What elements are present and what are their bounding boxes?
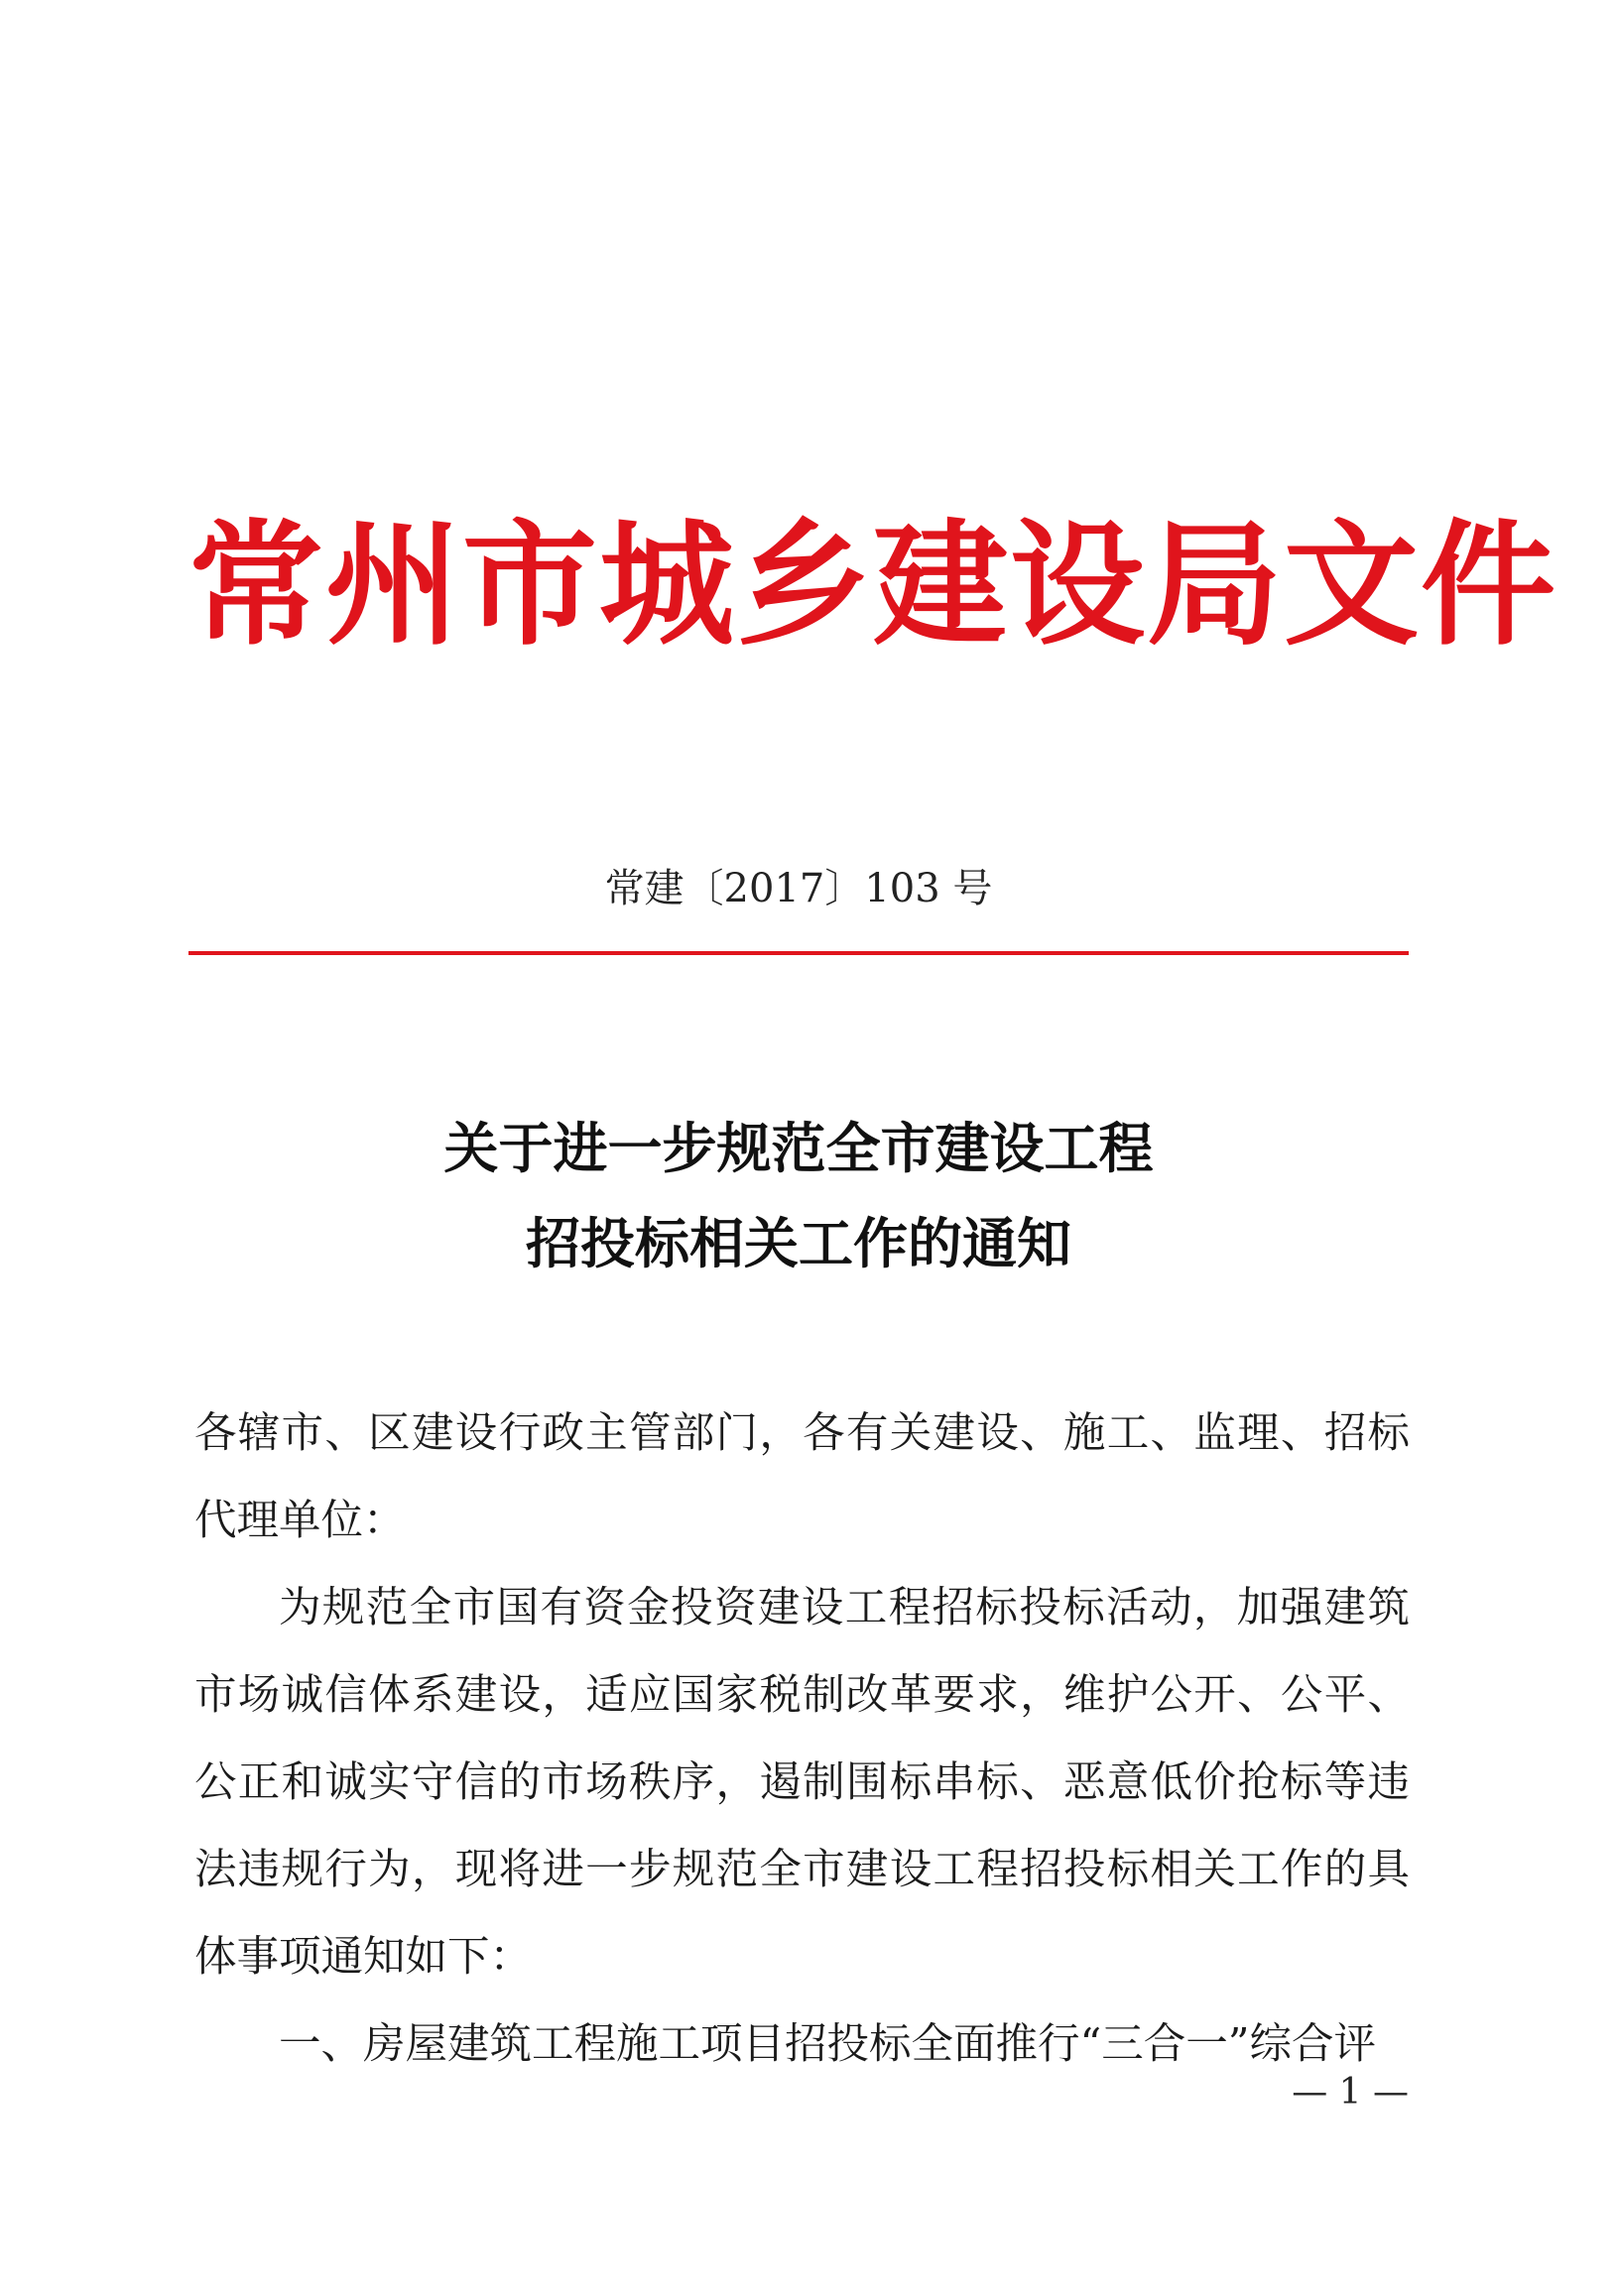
notice-title xyxy=(188,1101,1409,1291)
agency-header-title: 常州市城乡建设局文件 xyxy=(188,506,1557,665)
notice-title-line-2: 招投标相关工作的通知 xyxy=(525,1212,1071,1275)
document-number: 常建〔2017〕103 号 xyxy=(604,866,993,911)
notice-title-line-1: 关于进一步规范全市建设工程 xyxy=(443,1117,1154,1180)
red-divider-line xyxy=(188,951,1409,955)
body-paragraph-2: 一、房屋建筑工程施工项目招投标全面推行“三合一”综合评 xyxy=(279,2020,1376,2069)
salutation: 各辖市、区建设行政主管部门，各有关建设、施工、监理、招标代理单位： xyxy=(194,1409,1410,1545)
body-paragraph-1: 为规范全市国有资金投资建设工程招标投标活动，加强建筑市场诚信体系建设，适应国家税制改革要求，维护公开、公平、公正和诚实守信的市场秩序，遏制围标串标、恶意低价抢标等违法违规行为，现将进一步规范全市建设工程招投标相关工作的具体事项通知如下： xyxy=(194,1584,1410,1982)
page-number: — 1 — xyxy=(1292,2072,1409,2113)
notice-body xyxy=(194,1390,1410,2089)
